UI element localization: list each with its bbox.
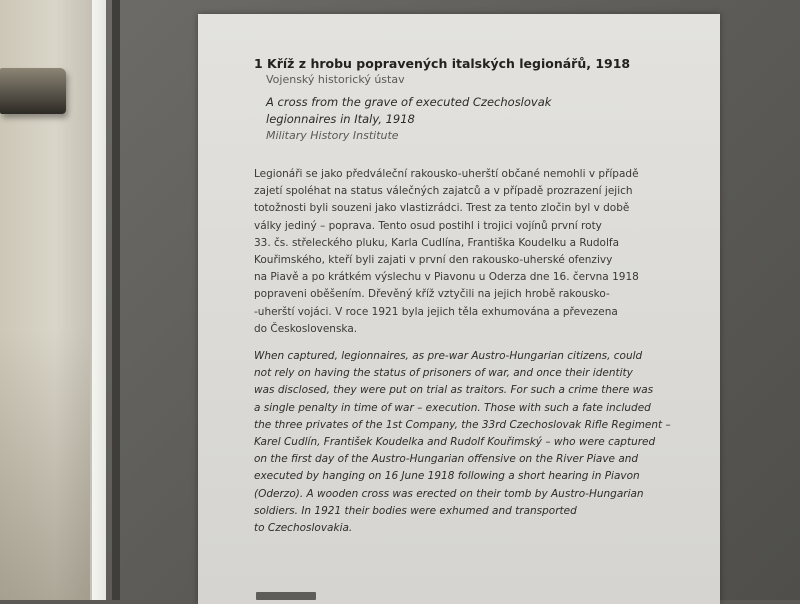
body-en-line: Karel Cudlín, František Koudelka and Rudolf Kouřimský – who were captured <box>254 436 656 449</box>
body-cz-line: zajetí spoléhat na status válečných zajatců a v případě prozrazení jejich <box>254 185 633 198</box>
body-en-line: (Oderzo). A wooden cross was erected on their tomb by Austro-Hungarian <box>254 487 644 500</box>
title-en-line: A cross from the grave of executed Czechoslovak <box>266 95 552 109</box>
wall-shadow <box>0 330 90 600</box>
body-en-line: on the first day of the Austro-Hungarian offensive on the River Piave and <box>254 453 639 466</box>
body-en-line: to Czechoslovakia. <box>254 522 353 535</box>
label-content <box>254 56 694 537</box>
body-en-line: was disclosed, they were put on trial as traitors. For such a crime there was <box>254 384 654 397</box>
body-cz-line: 33. čs. střeleckého pluku, Karla Cudlína, Františka Koudelku a Rudolfa <box>254 236 620 249</box>
exhibit-label-card <box>198 14 720 604</box>
body-text-english <box>254 348 694 537</box>
body-cz-line: Legionáři se jako předváleční rakousko-uherští občané nemohli v případě <box>254 168 639 180</box>
body-cz-line: -uherští vojáci. V roce 1921 byla jejich těla exhumována a převezena <box>254 305 618 318</box>
body-cz-line: Kouřimského, kteří byli zajati v první den rakousko-uherské ofenzivy <box>254 254 613 267</box>
body-cz-line: popraveni oběšením. Dřevěný kříž vztyčili na jejich hrobě rakousko- <box>254 288 610 301</box>
exhibit-object <box>0 68 66 114</box>
body-en-line: executed by hanging on 16 June 1918 following a short hearing in Piavon <box>254 470 640 483</box>
next-label-fragment <box>256 592 316 600</box>
label-title-czech: 1 Kříž z hrobu popravených italských legionářů, 1918 <box>254 56 631 71</box>
institution-czech: Vojenský historický ústav <box>266 73 405 86</box>
body-cz-line: války jediný – poprava. Tento osud postihl i trojici vojínů první roty <box>254 219 602 232</box>
body-en-line: soldiers. In 1921 their bodies were exhumed and transported <box>254 504 577 517</box>
case-frame <box>112 0 120 600</box>
display-case-edge <box>92 0 106 600</box>
title-en-line: legionnaires in Italy, 1918 <box>266 112 415 126</box>
body-cz-line: na Piavě a po krátkém výslechu v Piavonu u Oderza dne 16. června 1918 <box>254 271 639 284</box>
body-en-line: the three privates of the 1st Company, the 33rd Czechoslovak Rifle Regiment – <box>254 418 671 431</box>
body-cz-line: totožnosti byli souzeni jako vlastizrádci. Trest za tento zločin byl v době <box>254 202 630 215</box>
body-en-line: a single penalty in time of war – execution. Those with such a fate included <box>254 401 651 414</box>
label-title-english <box>266 94 694 128</box>
body-en-line: not rely on having the status of prisoners of war, and once their identity <box>254 367 633 380</box>
body-cz-line: do Československa. <box>254 322 358 335</box>
body-text-czech <box>254 166 694 338</box>
institution-english: Military History Institute <box>266 129 399 142</box>
body-en-line: When captured, legionnaires, as pre-war Austro-Hungarian citizens, could <box>254 350 643 363</box>
